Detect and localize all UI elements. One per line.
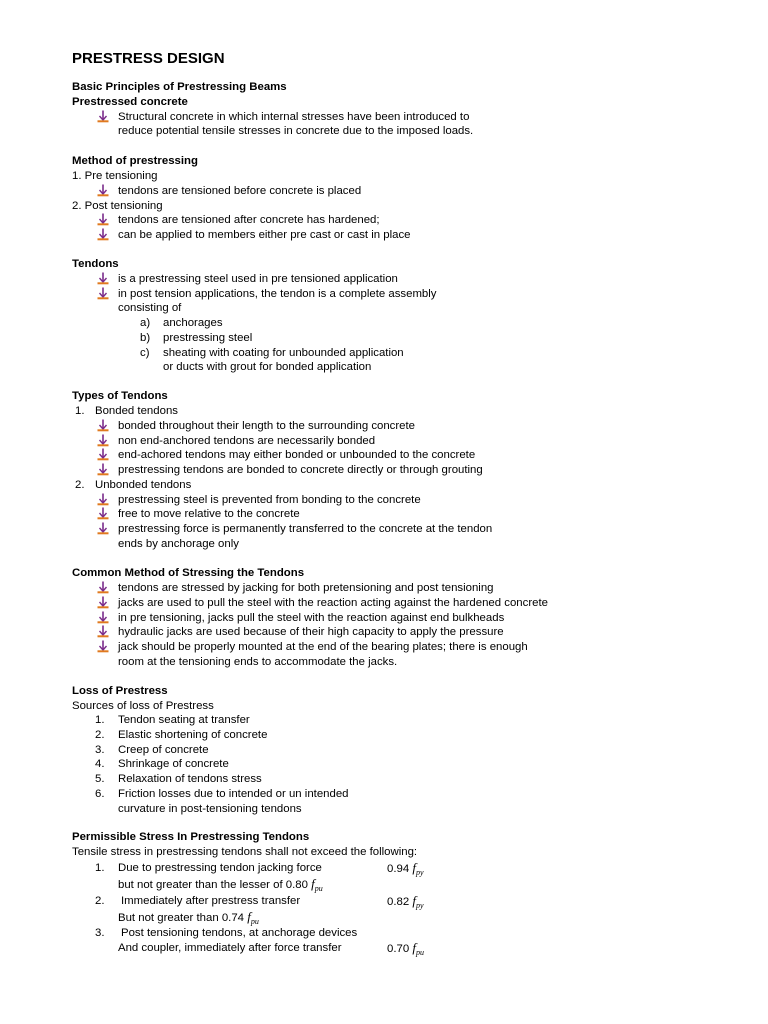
list-marker: a) <box>140 317 151 329</box>
bullet-text: non end-anchored tendons are necessarily bonded <box>118 435 376 447</box>
list-marker: 5. <box>95 773 105 785</box>
list-item-text: Shrinkage of concrete <box>118 758 229 770</box>
section-heading-tendons: Tendons <box>72 258 119 270</box>
arrow-down-bullet-icon <box>97 213 109 226</box>
list-item-text: sheating with coating for unbounded application <box>163 347 404 359</box>
bullet-text: tendons are tensioned before concrete is placed <box>118 185 362 197</box>
arrow-down-bullet-icon <box>97 419 109 432</box>
list-item-text: And coupler, immediately after force transfer <box>118 942 342 954</box>
bullet-text: bonded throughout their length to the surrounding concrete <box>118 420 416 432</box>
list-marker: 2. <box>95 729 105 741</box>
list-item-text: Tendon seating at transfer <box>118 714 250 726</box>
bullet-text: can be applied to members either pre cast or cast in place <box>118 229 411 241</box>
list-item-text: Unbonded tendons <box>95 479 192 491</box>
bullet-text: jacks are used to pull the steel with the reaction acting against the hardened concrete <box>118 597 548 609</box>
arrow-down-bullet-icon <box>97 581 109 594</box>
arrow-down-bullet-icon <box>97 522 109 535</box>
list-item-text: anchorages <box>163 317 223 329</box>
list-marker: 6. <box>95 788 105 800</box>
list-item-text: prestressing steel <box>163 332 253 344</box>
arrow-down-bullet-icon <box>97 434 109 447</box>
bullet-text: tendons are tensioned after concrete has hardened; <box>118 214 380 226</box>
list-marker: 1. <box>75 405 85 417</box>
list-item-text: but not greater than the lesser of 0.80 $f_{pu}$ <box>118 876 323 893</box>
paragraph-line: Structural concrete in which internal stresses have been introduced to <box>118 111 470 123</box>
bullet-text: end-achored tendons may either bonded or unbounded to the concrete <box>118 449 476 461</box>
bullet-text: in post tension applications, the tendon is a complete assembly <box>118 288 437 300</box>
list-item-text: Immediately after prestress transfer <box>121 895 301 907</box>
bullet-text: free to move relative to the concrete <box>118 508 300 520</box>
bullet-text: ends by anchorage only <box>118 538 239 550</box>
list-marker: 2. <box>95 895 105 907</box>
list-item-text: Friction losses due to intended or un intended <box>118 788 349 800</box>
arrow-down-bullet-icon <box>97 272 109 285</box>
section-heading-basic-principles: Basic Principles of Prestressing Beams <box>72 81 287 93</box>
paragraph-line: reduce potential tensile stresses in concrete due to the imposed loads. <box>118 125 474 137</box>
section-heading-types: Types of Tendons <box>72 390 168 402</box>
bullet-text: prestressing force is permanently transferred to the concrete at the tendon <box>118 523 493 535</box>
list-marker: b) <box>140 332 151 344</box>
list-marker: 3. <box>95 927 105 939</box>
list-item-text: Relaxation of tendons stress <box>118 773 262 785</box>
arrow-down-bullet-icon <box>97 596 109 609</box>
arrow-down-bullet-icon <box>97 611 109 624</box>
arrow-down-bullet-icon <box>97 493 109 506</box>
bullet-text: in pre tensioning, jacks pull the steel with the reaction against end bulkheads <box>118 612 505 624</box>
arrow-down-bullet-icon <box>97 625 109 638</box>
list-item-text: Bonded tendons <box>95 405 178 417</box>
arrow-down-bullet-icon <box>97 287 109 300</box>
list-item-text: Due to prestressing tendon jacking force <box>118 862 322 874</box>
list-item: 1. Pre tensioning <box>72 170 158 182</box>
arrow-down-bullet-icon <box>97 228 109 241</box>
paragraph-line: Tensile stress in prestressing tendons shall not exceed the following: <box>72 846 418 858</box>
stress-limit-value: 0.70 $f_{pu}$ <box>387 940 424 957</box>
bullet-text: jack should be properly mounted at the end of the bearing plates; there is enough <box>118 641 528 653</box>
section-heading-stressing: Common Method of Stressing the Tendons <box>72 567 305 579</box>
arrow-down-bullet-icon <box>97 448 109 461</box>
list-marker: 3. <box>95 744 105 756</box>
bullet-text: is a prestressing steel used in pre tensioned application <box>118 273 398 285</box>
arrow-down-bullet-icon <box>97 507 109 520</box>
list-marker: 1. <box>95 862 105 874</box>
list-marker: 2. <box>75 479 85 491</box>
document-title: PRESTRESS DESIGN <box>72 50 225 67</box>
subheading-prestressed-concrete: Prestressed concrete <box>72 96 188 108</box>
bullet-text: room at the tensioning ends to accommodate the jacks. <box>118 656 398 668</box>
bullet-text: hydraulic jacks are used because of their high capacity to apply the pressure <box>118 626 504 638</box>
list-item-text: Elastic shortening of concrete <box>118 729 268 741</box>
list-item-text: curvature in post-tensioning tendons <box>118 803 302 815</box>
list-marker: 4. <box>95 758 105 770</box>
arrow-down-bullet-icon <box>97 110 109 123</box>
stress-limit-value: 0.94 $f_{py}$ <box>387 860 424 877</box>
stress-limit-value: 0.82 $f_{py}$ <box>387 893 424 910</box>
arrow-down-bullet-icon <box>97 184 109 197</box>
bullet-text: tendons are stressed by jacking for both pretensioning and post tensioning <box>118 582 494 594</box>
list-marker: c) <box>140 347 150 359</box>
bullet-text: consisting of <box>118 302 182 314</box>
bullet-text: prestressing steel is prevented from bonding to the concrete <box>118 494 421 506</box>
list-item-text: or ducts with grout for bonded application <box>163 361 372 373</box>
list-item-text: Creep of concrete <box>118 744 209 756</box>
section-heading-method: Method of prestressing <box>72 155 198 167</box>
arrow-down-bullet-icon <box>97 463 109 476</box>
subheading-sources: Sources of loss of Prestress <box>72 700 214 712</box>
list-item-text: Post tensioning tendons, at anchorage devices <box>121 927 358 939</box>
arrow-down-bullet-icon <box>97 640 109 653</box>
list-marker: 1. <box>95 714 105 726</box>
section-heading-loss: Loss of Prestress <box>72 685 168 697</box>
bullet-text: prestressing tendons are bonded to concrete directly or through grouting <box>118 464 483 476</box>
section-heading-permissible: Permissible Stress In Prestressing Tendons <box>72 831 310 843</box>
list-item-text: But not greater than 0.74 $f_{pu}$ <box>118 909 259 926</box>
list-item: 2. Post tensioning <box>72 200 163 212</box>
